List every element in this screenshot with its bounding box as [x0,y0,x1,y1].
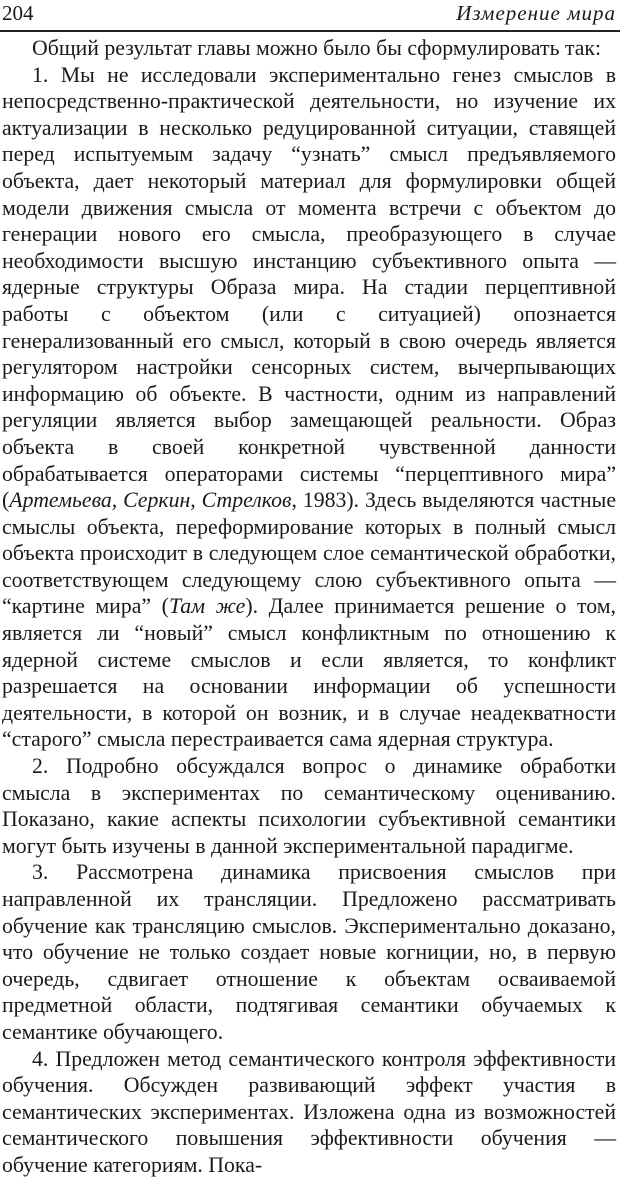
paragraph-1-text-a: 1. Мы не исследовали экспериментально генез смыслов в непосредственно-практической деятельности, но изучение их актуализации в несколько редуцированной ситуации, ставящей перед испытуемым задачу “узнать” смысл предъявляемого объекта, дает некоторый материал для формулировки общей модели движения смысла от момента встречи с объектом до генерации нового его смысла, преобразующего в случае необходимости высшую инстанцию субъективного опыта — ядерные структуры Образа мира. На стадии перцептивной работы с объектом (или с ситуацией) опознается генерализованный его смысл, который в свою очередь является регулятором настройки сенсорных систем, вычерпывающих информацию об объекте. В частности, одним из направлений регуляции является выбор замещающей реальности. Образ объекта в своей конкретной чувственной данности обрабатывается операторами системы “перцептивного мира” ( [2,62,616,513]
citation-ibid: Там же [168,594,246,619]
page-body [2,35,616,1179]
header-rule [0,30,620,32]
running-head: Измерение мира [456,1,616,25]
paragraph-intro: Общий результат главы можно было бы сформулировать так: [32,36,602,60]
paragraph-1-text-c: ). Далее принимается решение о том, является ли “новый” смысл конфликтным по отношению к ядерной системе смыслов и если является, то конфликт разрешается на основании информации об успешности деятельности, в которой он возник, и в случае неадекватности “старого” смысла перестраивается сама ядерная структура. [2,594,616,752]
paragraph-4: 4. Предложен метод семантического контроля эффективности обучения. Обсужден развивающий эффект участия в семантических экспериментах. Изложена одна из возможностей семантического повышения эффективности обучения — обучение категориям. Пока- [2,1046,616,1177]
page-number: 204 [2,1,34,25]
citation-authors: Артемьева, Серкин, Стрелков [9,488,292,513]
paragraph-1 [2,62,616,753]
paragraph-2: 2. Подробно обсуждался вопрос о динамике обработки смысла в экспериментах по семантическому оцениванию. Показано, какие аспекты психологии субъективной семантики могут быть изучены в данной экспериментальной парадигме. [2,754,616,858]
paragraph-3: 3. Рассмотрена динамика присвоения смыслов при направленной их трансляции. Предложено рассматривать обучение как трансляцию смыслов. Экспериментально доказано, что обучение не только создает новые когниции, но, в первую очередь, сдвигает отношение к объектам осваиваемой предметной области, подтягивая семантики обучаемых к семантике обучающего. [2,860,616,1044]
page-header [0,0,620,30]
paragraph-1-text-b: , 1983). Здесь выделяются частные смыслы объекта, переформирование которых в полный смысл объекта происходит в следующем слое семантической обработки, соответствующем следующему слою субъективного опыта — “картине мира” ( [2,488,617,619]
